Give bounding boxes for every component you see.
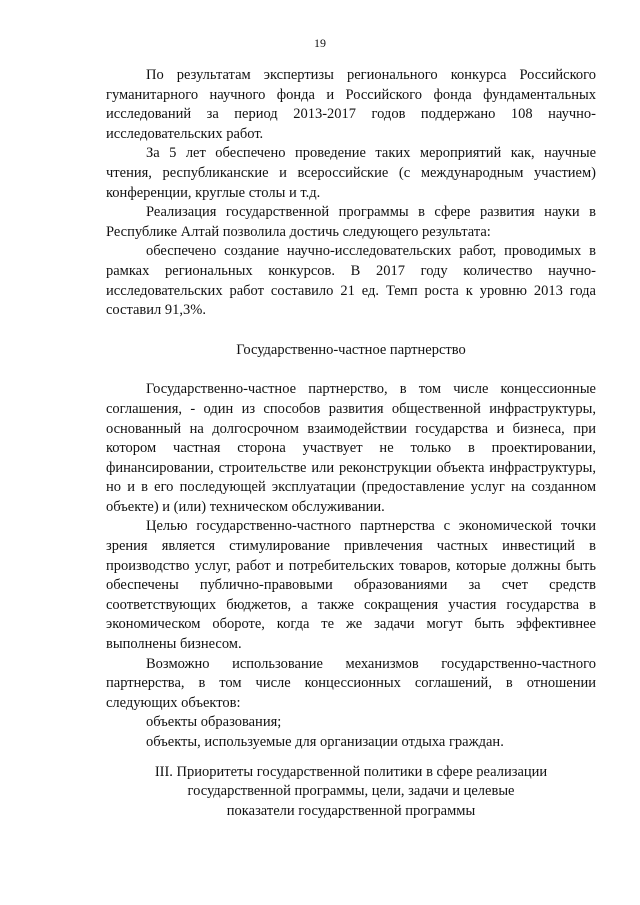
paragraph-research-works: обеспечено создание научно-исследовательских работ, проводимых в рамках региональных конкурсов. В 2017 году количество научно-исследовательских работ составило 21 ед. Темп роста к уровню 2013 года составил 91,3%. (106, 243, 596, 319)
section-heading-ppp: Государственно-частное партнерство (236, 341, 466, 358)
document-body (106, 66, 596, 821)
section-heading-priorities-line-3: показатели государственной программы (226, 802, 476, 819)
list-item-recreation: объекты, используемые для организации отдыха граждан. (146, 734, 504, 750)
paragraph-ppp-definition: Государственно-частное партнерство, в том числе концессионные соглашения, - один из способов развития общественной инфраструктуры, основанный на долгосрочном взаимодействии государства и бизнеса, при котором частная сторона участвует не только в проектировании, финансировании, строительстве или реконструкции объекта инфраструктуры, но и в его последующей эксплуатации (предоставление услуг на созданном объекте) и (или) техническом обслуживании. (106, 381, 596, 515)
paragraph-program-results: Реализация государственной программы в сфере развития науки в Республике Алтай позволила достичь следующего результата: (106, 204, 596, 240)
page-number: 19 (314, 36, 326, 50)
paragraph-events: За 5 лет обеспечено проведение таких мероприятий как, научные чтения, республиканские и всероссийские (с международным участием) конференции, круглые столы и т.д. (106, 145, 596, 201)
paragraph-ppp-objects: Возможно использование механизмов государственно-частного партнерства, в том числе концессионных соглашений, в отношении следующих объектов: (106, 655, 596, 711)
section-heading-priorities-line-2: государственной программы, цели, задачи и целевые (187, 783, 515, 800)
list-item-education: объекты образования; (146, 714, 282, 731)
paragraph-ppp-goal: Целью государственно-частного партнерства с экономической точки зрения является стимулирование привлечения частных инвестиций в производство услуг, работ и потребительских товаров, которые должны быть обеспечены публично-правовыми образованиями за счет средств соответствующих бюджетов, а также сокращения участия государства в экономическом обороте, когда те же задачи могут быть эффективнее выполнены бизнесом. (106, 518, 596, 653)
paragraph-expertise-results: По результатам экспертизы регионального конкурса Российского гуманитарного научного фонда и Российского фонда фундаментальных исследований за период 2013-2017 годов поддержано 108 научно-исследовательских работ. (106, 67, 596, 142)
section-heading-priorities-line-1: III. Приоритеты государственной политики в сфере реализации (154, 763, 548, 780)
